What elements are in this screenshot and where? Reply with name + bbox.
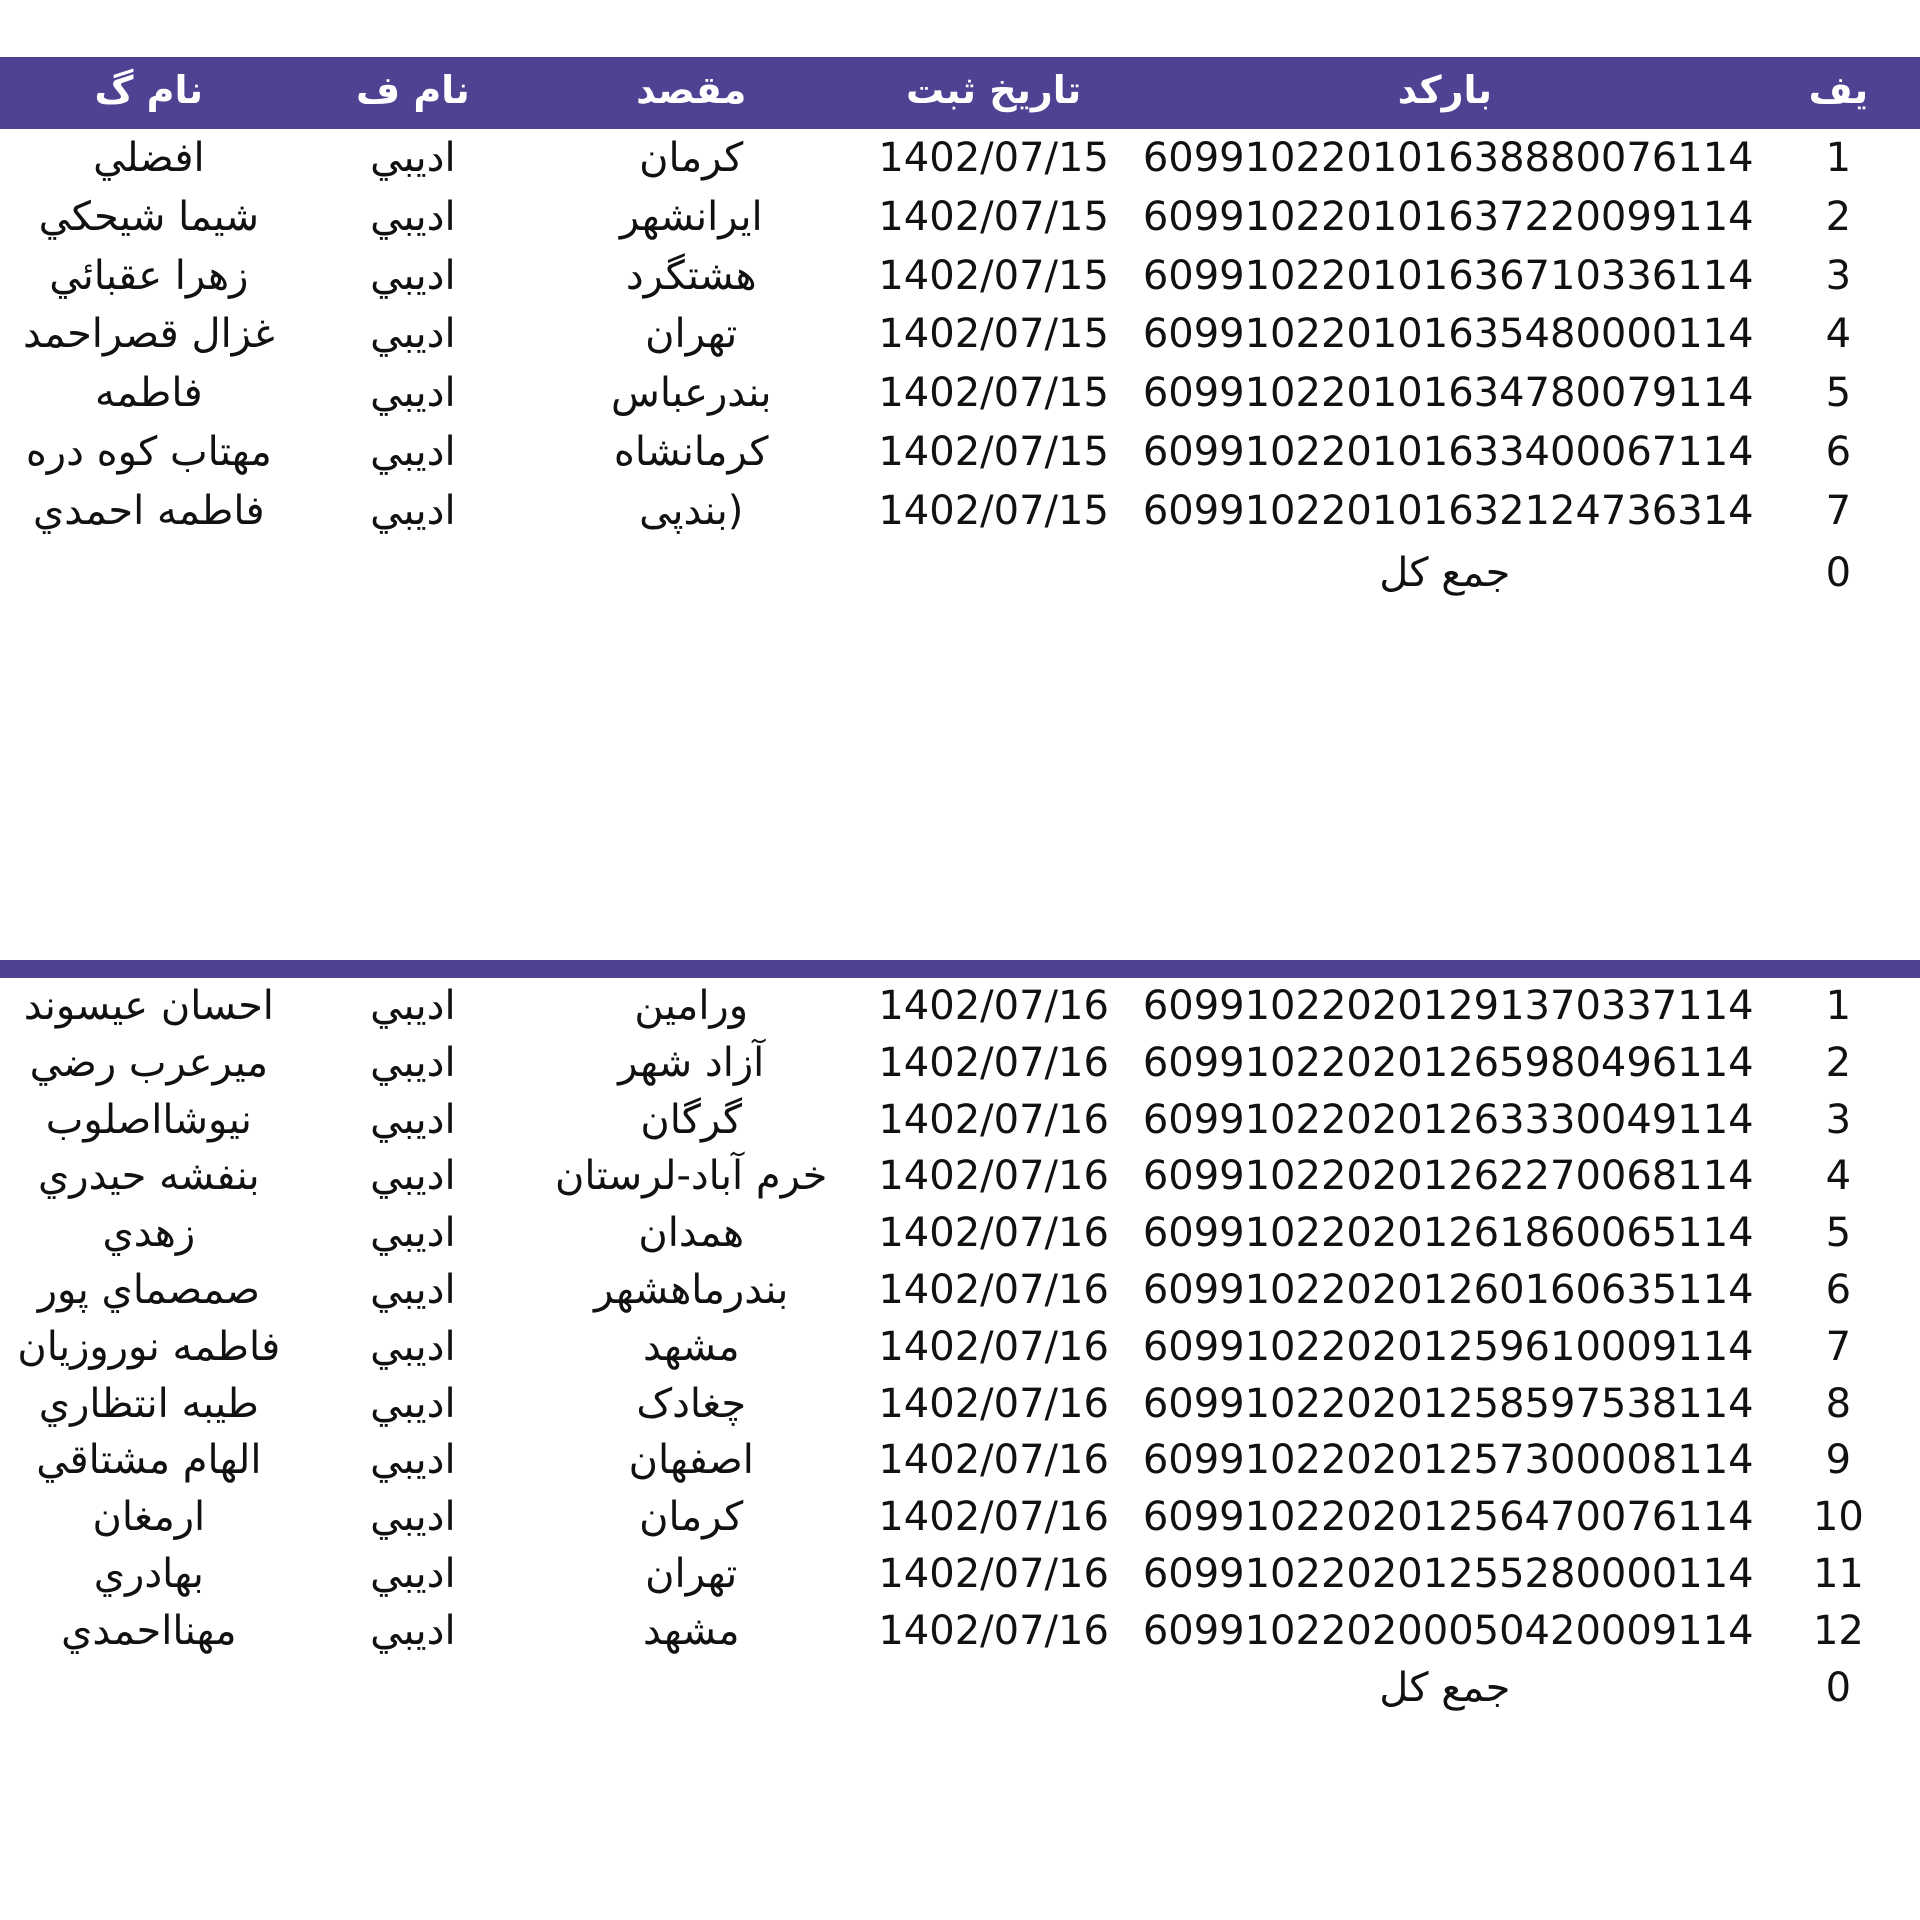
- table-row[interactable]: [0, 1489, 1920, 1546]
- cell-date: 1402/07/15: [878, 487, 1109, 534]
- total-label: جمع کل: [1379, 1664, 1511, 1711]
- cell-receiver: افضلي: [93, 135, 205, 181]
- cell-receiver: فاطمه نوروزیان: [17, 1323, 281, 1370]
- column-header-barcode[interactable]: بارکد: [1397, 68, 1493, 112]
- cell-destination: مشهد: [642, 1323, 740, 1370]
- cell-barcode: 609910220201256470076114: [1142, 1494, 1754, 1541]
- cell-receiver: طیبه انتظاري: [38, 1380, 259, 1427]
- table-1-header: [0, 57, 1920, 129]
- cell-destination: کرمان: [639, 135, 744, 181]
- column-header-radif[interactable]: یف: [1808, 68, 1869, 112]
- cell-date: 1402/07/15: [878, 428, 1109, 475]
- cell-sender: ادیبي: [370, 983, 456, 1029]
- cell-destination: خرم آباد-لرستان: [555, 1153, 828, 1200]
- cell-destination: آزاد شهر: [618, 1039, 765, 1086]
- cell-destination: ایرانشهر: [619, 193, 763, 240]
- cell-destination: (بندپی: [639, 487, 744, 534]
- cell-sender: ادیبي: [370, 487, 456, 534]
- table-row[interactable]: [0, 1262, 1920, 1319]
- total-row-filler: [0, 541, 1133, 603]
- cell-receiver: زهدي: [102, 1210, 196, 1257]
- cell-receiver: احسان عیسوند: [23, 983, 274, 1029]
- cell-receiver: غزال قصراحمد: [22, 311, 275, 358]
- total-count: 0: [1825, 1664, 1852, 1711]
- table-row[interactable]: [0, 247, 1920, 306]
- table-row[interactable]: [0, 1035, 1920, 1092]
- cell-sender: ادیبي: [370, 135, 456, 181]
- cell-sender: ادیبي: [370, 1323, 456, 1370]
- cell-sender: ادیبي: [370, 252, 456, 299]
- table-row[interactable]: [0, 1148, 1920, 1205]
- cell-radif: 6: [1825, 1266, 1852, 1313]
- column-header-bar-barcode: [1133, 960, 1757, 978]
- total-label: جمع کل: [1379, 549, 1511, 596]
- cell-barcode: 609910220101636710336114: [1142, 252, 1754, 299]
- cell-sender: ادیبي: [370, 370, 456, 417]
- cell-destination: تهران: [645, 1550, 738, 1597]
- cell-destination: همدان: [638, 1210, 745, 1257]
- column-header-bar-sender: [298, 960, 528, 978]
- cell-receiver: الهام مشتاقي: [36, 1437, 262, 1484]
- cell-sender: ادیبي: [370, 1550, 456, 1597]
- cell-destination: اصفهان: [628, 1437, 754, 1484]
- cell-barcode: 609910220201261860065114: [1142, 1210, 1754, 1257]
- cell-date: 1402/07/15: [878, 370, 1109, 417]
- cell-barcode: 609910220200050420009114: [1142, 1607, 1754, 1654]
- cell-receiver: زهرا عقبائي: [49, 252, 249, 299]
- cell-destination: کرمانشاه: [613, 428, 769, 475]
- cell-radif: 6: [1825, 428, 1852, 475]
- cell-date: 1402/07/16: [878, 1096, 1109, 1143]
- cell-destination: مشهد: [642, 1607, 740, 1654]
- table-row[interactable]: [0, 1205, 1920, 1262]
- cell-destination: تهران: [645, 311, 738, 358]
- cell-barcode: 609910220201259610009114: [1142, 1323, 1754, 1370]
- table-row[interactable]: [0, 364, 1920, 423]
- cell-radif: 7: [1825, 1323, 1852, 1370]
- cell-destination: چغادک: [636, 1380, 747, 1427]
- table-row[interactable]: [0, 1546, 1920, 1603]
- cell-barcode: 609910220101637220099114: [1142, 193, 1754, 240]
- cell-radif: 5: [1825, 1210, 1852, 1257]
- cell-sender: ادیبي: [370, 1210, 456, 1257]
- cell-sender: ادیبي: [370, 1437, 456, 1484]
- total-count: 0: [1825, 549, 1852, 596]
- cell-barcode: 609910220201257300008114: [1142, 1437, 1754, 1484]
- cell-barcode: 609910220101635480000114: [1142, 311, 1754, 358]
- cell-barcode: 609910220101638880076114: [1142, 135, 1754, 181]
- table-1-header-row: [0, 57, 1920, 129]
- cell-radif: 8: [1825, 1380, 1852, 1427]
- cell-date: 1402/07/16: [878, 1039, 1109, 1086]
- cell-date: 1402/07/16: [878, 1323, 1109, 1370]
- cell-date: 1402/07/16: [878, 1607, 1109, 1654]
- cell-destination: کرمان: [639, 1494, 744, 1541]
- cell-radif: 4: [1825, 1153, 1852, 1200]
- table-2-header-bar: [0, 960, 1920, 978]
- table-1-body: [0, 129, 1920, 602]
- cell-sender: ادیبي: [370, 1096, 456, 1143]
- cell-receiver: مهتاب کوه دره: [25, 428, 272, 475]
- cell-date: 1402/07/15: [878, 135, 1109, 181]
- cell-receiver: بنفشه حیدري: [37, 1153, 260, 1200]
- cell-radif: 10: [1812, 1494, 1864, 1541]
- column-header-date[interactable]: تاریخ ثبت: [905, 68, 1082, 112]
- cell-radif: 2: [1825, 193, 1852, 240]
- cell-receiver: شیما شیحکي: [38, 193, 260, 240]
- table-row[interactable]: [0, 305, 1920, 364]
- table-row[interactable]: [0, 482, 1920, 541]
- cell-sender: ادیبي: [370, 1607, 456, 1654]
- cell-radif: 11: [1812, 1550, 1864, 1597]
- cell-barcode: 609910220101633400067114: [1142, 428, 1754, 475]
- table-row[interactable]: [0, 978, 1920, 1035]
- cell-receiver: میرعرب رضي: [29, 1039, 269, 1086]
- manifest-table-1: [0, 57, 1920, 602]
- table-row[interactable]: [0, 129, 1920, 188]
- cell-sender: ادیبي: [370, 311, 456, 358]
- cell-radif: 1: [1825, 135, 1852, 181]
- cell-receiver: فاطمه: [94, 370, 203, 417]
- cell-sender: ادیبي: [370, 193, 456, 240]
- cell-date: 1402/07/15: [878, 311, 1109, 358]
- column-header-bar-date: [854, 960, 1132, 978]
- cell-radif: 2: [1825, 1039, 1852, 1086]
- cell-barcode: 609910220201260160635114: [1142, 1266, 1754, 1313]
- cell-date: 1402/07/16: [878, 1437, 1109, 1484]
- cell-radif: 4: [1825, 311, 1852, 358]
- manifest-table-block-2: [0, 960, 1920, 1716]
- cell-sender: ادیبي: [370, 428, 456, 475]
- cell-radif: 3: [1825, 1096, 1852, 1143]
- column-header-destination[interactable]: مقصد: [636, 68, 747, 112]
- cell-radif: 3: [1825, 252, 1852, 299]
- table-total-row: [0, 541, 1920, 603]
- cell-date: 1402/07/16: [878, 1550, 1109, 1597]
- cell-receiver: بهادري: [93, 1550, 204, 1597]
- cell-receiver: صمصماي پور: [37, 1266, 260, 1313]
- cell-destination: گرگان: [640, 1096, 743, 1143]
- cell-radif: 1: [1825, 983, 1852, 1029]
- cell-radif: 12: [1812, 1607, 1864, 1654]
- cell-date: 1402/07/16: [878, 1494, 1109, 1541]
- manifest-table-2: [0, 960, 1920, 1716]
- cell-barcode: 609910220201265980496114: [1142, 1039, 1754, 1086]
- cell-destination: بندرعباس: [610, 370, 772, 417]
- cell-barcode: 609910220201291370337114: [1142, 983, 1754, 1029]
- table-row[interactable]: [0, 1603, 1920, 1660]
- cell-radif: 7: [1825, 487, 1852, 534]
- table-2-body: [0, 978, 1920, 1716]
- cell-sender: ادیبي: [370, 1494, 456, 1541]
- cell-sender: ادیبي: [370, 1153, 456, 1200]
- column-header-receiver[interactable]: نام گ: [94, 68, 204, 112]
- cell-barcode: 609910220201255280000114: [1142, 1550, 1754, 1597]
- cell-sender: ادیبي: [370, 1039, 456, 1086]
- table-2-header: [0, 960, 1920, 978]
- cell-sender: ادیبي: [370, 1266, 456, 1313]
- cell-barcode: 609910220201262270068114: [1142, 1153, 1754, 1200]
- table-row[interactable]: [0, 1092, 1920, 1149]
- table-row[interactable]: [0, 188, 1920, 247]
- total-row-filler: [0, 1660, 1133, 1717]
- cell-destination: هشتگرد: [625, 252, 757, 299]
- table-row[interactable]: [0, 423, 1920, 482]
- cell-barcode: 609910220201258597538114: [1142, 1380, 1754, 1427]
- table-row[interactable]: [0, 1376, 1920, 1433]
- column-header-sender[interactable]: نام ف: [355, 68, 470, 112]
- column-header-bar-destination: [528, 960, 854, 978]
- cell-date: 1402/07/16: [878, 1266, 1109, 1313]
- cell-receiver: ارمغان: [92, 1494, 206, 1541]
- cell-date: 1402/07/15: [878, 252, 1109, 299]
- cell-receiver: مهنااحمدي: [61, 1607, 237, 1654]
- cell-receiver: فاطمه احمدي: [32, 487, 265, 534]
- manifest-table-block-1: [0, 57, 1920, 602]
- cell-destination: ورامین: [634, 983, 749, 1029]
- cell-radif: 9: [1825, 1437, 1852, 1484]
- cell-date: 1402/07/16: [878, 1210, 1109, 1257]
- cell-radif: 5: [1825, 370, 1852, 417]
- cell-date: 1402/07/16: [878, 1153, 1109, 1200]
- cell-barcode: 609910220201263330049114: [1142, 1096, 1754, 1143]
- cell-date: 1402/07/15: [878, 193, 1109, 240]
- table-row[interactable]: [0, 1432, 1920, 1489]
- cell-destination: بندرماهشهر: [594, 1266, 789, 1313]
- cell-sender: ادیبي: [370, 1380, 456, 1427]
- cell-date: 1402/07/16: [878, 983, 1109, 1029]
- cell-receiver: نیوشااصلوب: [45, 1096, 252, 1143]
- cell-barcode: 609910220101632124736314: [1142, 487, 1754, 534]
- cell-date: 1402/07/16: [878, 1380, 1109, 1427]
- table-row[interactable]: [0, 1319, 1920, 1376]
- column-header-bar-radif: [1757, 960, 1920, 978]
- column-header-bar-receiver: [0, 960, 298, 978]
- cell-barcode: 609910220101634780079114: [1142, 370, 1754, 417]
- table-total-row: [0, 1660, 1920, 1717]
